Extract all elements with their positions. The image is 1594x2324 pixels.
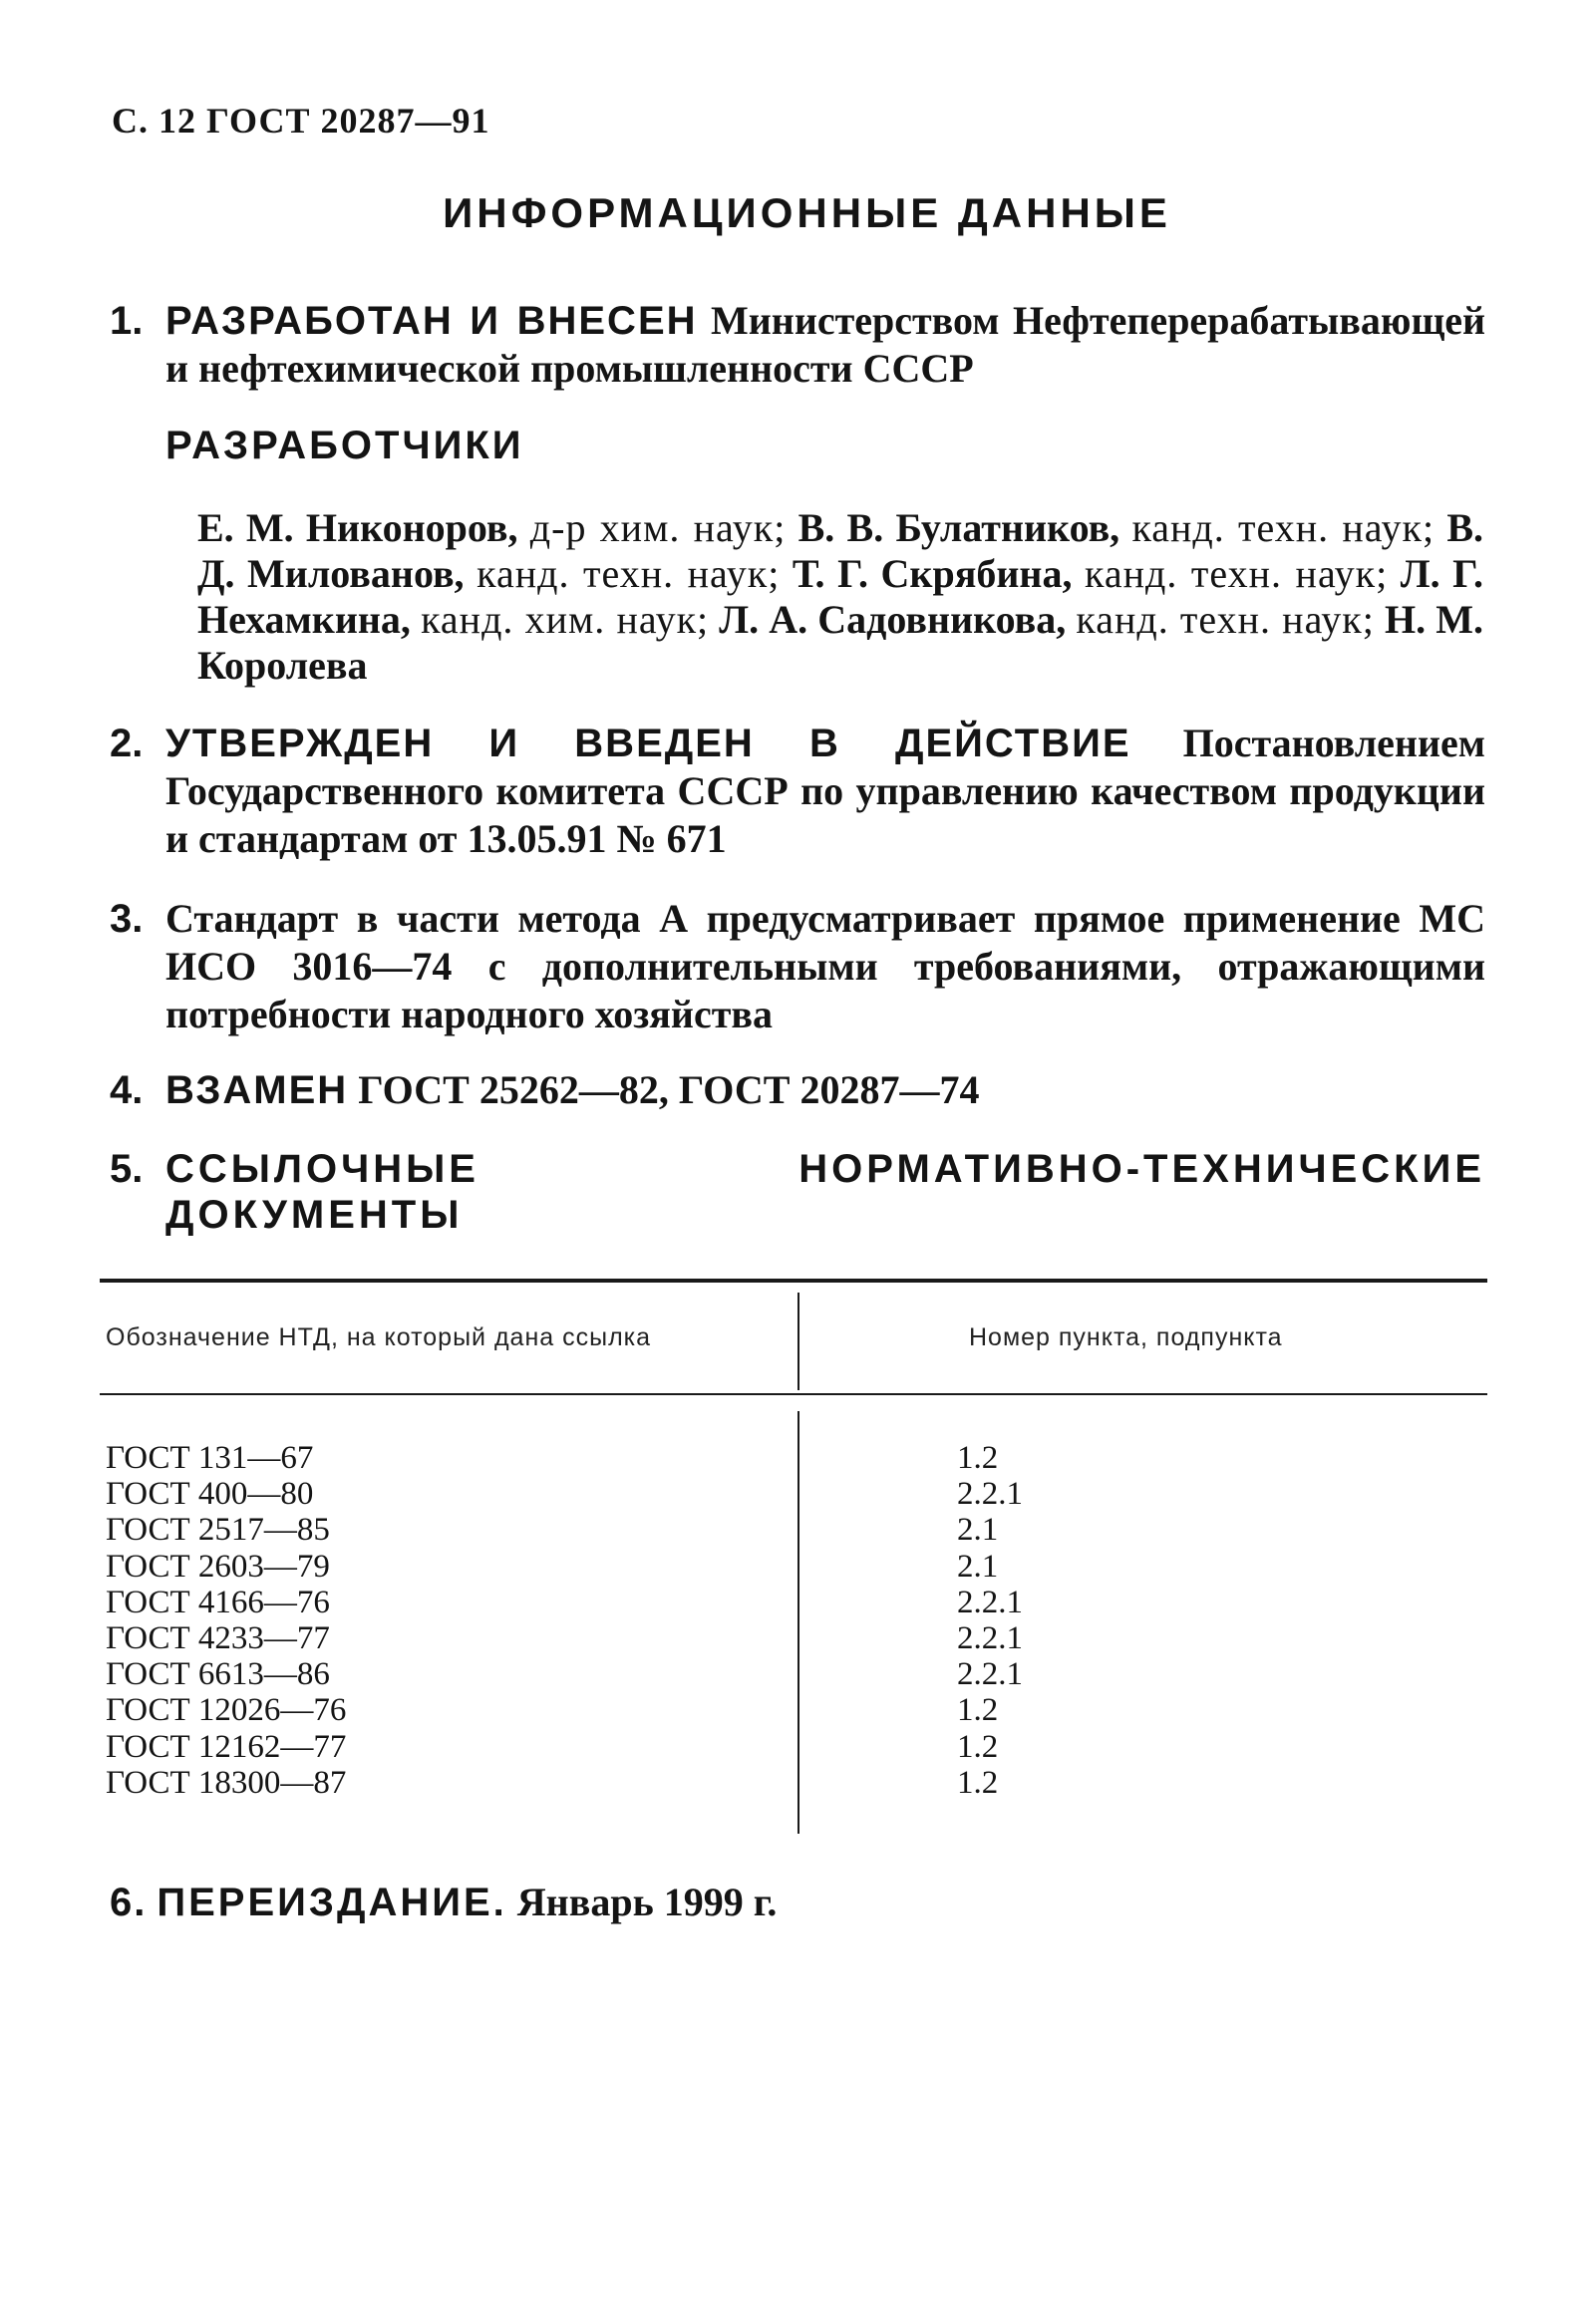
item-lead: РАЗРАБОТАН И ВНЕСЕН [165, 299, 698, 343]
page-header: С. 12 ГОСТ 20287—91 [112, 101, 490, 141]
developers-list [197, 505, 1483, 689]
table-header-clause: Номер пункта, подпункта [969, 1323, 1283, 1351]
table-cell-ntd: ГОСТ 4166—76 [106, 1584, 330, 1620]
table-cell-ntd: ГОСТ 6613—86 [106, 1656, 330, 1693]
item-text: Постановлением Государственного комитета СССР по управлению качеством продукции и стандартам от 13.05.91 № 671 [165, 721, 1485, 861]
developer-degree: канд. техн. наук; [1085, 551, 1389, 596]
info-item-5 [110, 1146, 1485, 1238]
item-text: Январь 1999 г. [516, 1880, 778, 1924]
info-item-2 [110, 720, 1485, 863]
table-header-divider [797, 1293, 799, 1390]
table-cell-ntd: ГОСТ 4233—77 [106, 1620, 330, 1657]
document-title: ИНФОРМАЦИОННЫЕ ДАННЫЕ [443, 189, 1171, 236]
table-header-rule [100, 1393, 1487, 1395]
developer-name: Е. М. Никоноров, [197, 505, 518, 550]
table-cell-clause: 2.2.1 [957, 1476, 1023, 1513]
info-item-6 [110, 1879, 777, 1925]
developer-name: Л. А. Садовникова, [719, 597, 1067, 642]
table-cell-clause: 1.2 [957, 1692, 999, 1729]
info-item-3 [110, 895, 1485, 1038]
table-cell-clause: 1.2 [957, 1440, 999, 1476]
info-item-1 [110, 297, 1485, 393]
developer-name: В. Д. Милованов, [197, 505, 1484, 596]
developer-degree: канд. техн. наук; [1131, 505, 1435, 550]
table-cell-clause: 1.2 [957, 1728, 999, 1765]
item-number: 2. [110, 722, 144, 765]
table-cell-clause: 1.2 [957, 1764, 999, 1801]
item-lead: УТВЕРЖДЕН И ВВЕДЕН В ДЕЙСТВИЕ [165, 722, 1131, 765]
table-cell-clause: 2.2.1 [957, 1584, 1023, 1620]
developer-name: Т. Г. Скрябина, [792, 551, 1073, 596]
table-cell-clause: 2.1 [957, 1512, 999, 1549]
developer-name: Л. Г. Нехамкина, [197, 551, 1484, 642]
table-cell-ntd: ГОСТ 2517—85 [106, 1512, 330, 1549]
table-column-ntd [106, 1440, 346, 1801]
item-lead: ССЫЛОЧНЫЕ НОРМАТИВНО-ТЕХНИЧЕСКИЕ ДОКУМЕНТЫ [165, 1147, 1485, 1237]
item-number: 1. [110, 299, 144, 343]
developer-degree: д-р хим. наук; [529, 505, 787, 550]
item-number: 6. [110, 1881, 148, 1924]
table-top-rule [100, 1279, 1487, 1283]
developer-name: Н. М. Королева [197, 597, 1484, 688]
item-number: 4. [110, 1068, 144, 1112]
table-column-clause [957, 1440, 1023, 1801]
developers-heading: РАЗРАБОТЧИКИ [165, 424, 524, 467]
item-number: 5. [110, 1147, 144, 1191]
table-cell-ntd: ГОСТ 2603—79 [106, 1548, 330, 1585]
table-cell-clause: 2.2.1 [957, 1656, 1023, 1693]
developer-degree: канд. хим. наук; [421, 597, 710, 642]
developer-degree: канд. техн. наук; [477, 551, 781, 596]
item-number: 3. [110, 897, 144, 941]
info-item-4 [110, 1066, 1485, 1114]
table-cell-ntd: ГОСТ 131—67 [106, 1440, 314, 1476]
item-lead: ВЗАМЕН [165, 1068, 349, 1112]
table-body-divider [797, 1411, 799, 1834]
table-cell-ntd: ГОСТ 18300—87 [106, 1764, 347, 1801]
item-lead: ПЕРЕИЗДАНИЕ. [157, 1881, 507, 1924]
table-cell-ntd: ГОСТ 400—80 [106, 1476, 314, 1513]
table-header-ntd: Обозначение НТД, на который дана ссылка [106, 1323, 652, 1351]
table-cell-ntd: ГОСТ 12026—76 [106, 1692, 347, 1729]
developer-degree: канд. техн. наук; [1076, 597, 1375, 642]
developer-name: В. В. Булатников, [797, 505, 1120, 550]
item-text: Стандарт в части метода А предусматривает прямое применение МС ИСО 3016—74 с дополнительными требованиями, отражающими потребности народного хозяйства [165, 896, 1485, 1036]
table-cell-ntd: ГОСТ 12162—77 [106, 1728, 347, 1765]
table-cell-clause: 2.2.1 [957, 1620, 1023, 1657]
table-cell-clause: 2.1 [957, 1548, 999, 1585]
item-text: ГОСТ 25262—82, ГОСТ 20287—74 [358, 1067, 980, 1112]
item-text: Министерством Нефтеперерабатывающей и нефтехимической промышленности СССР [165, 298, 1486, 391]
